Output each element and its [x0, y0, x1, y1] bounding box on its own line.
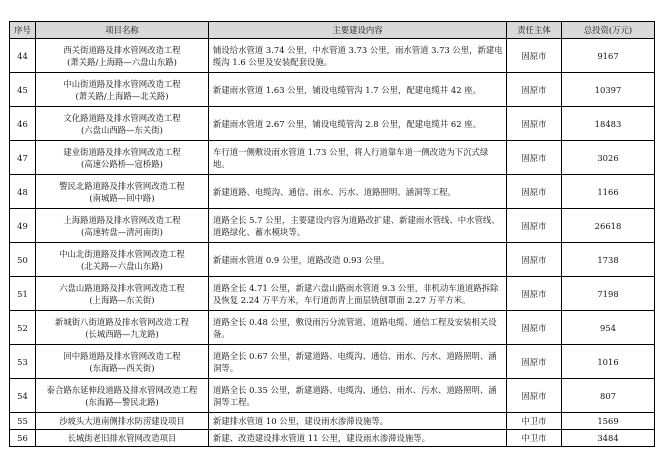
row-seq: 47	[10, 141, 36, 175]
table-row	[10, 209, 655, 243]
row-project-name: 建业街道路及排水管网改造工程 (高速公路桥—寇桥路)	[36, 141, 209, 175]
table-row	[10, 141, 655, 175]
row-investment: 3026	[562, 141, 655, 175]
row-project-name: 中山街道路及排水管网改造工程 (萧关路/上海路—北关路)	[36, 73, 209, 107]
row-responsible: 固原市	[507, 175, 562, 209]
row-project-name: 文化路道路及排水管网改造工程 (六盘山西路—东关街)	[36, 107, 209, 141]
row-responsible: 固原市	[507, 311, 562, 345]
row-project-name: 警民北路道路及排水管网改造工程 (南城路—回中路)	[36, 175, 209, 209]
row-seq: 54	[10, 379, 36, 413]
row-responsible: 固原市	[507, 243, 562, 277]
row-responsible: 固原市	[507, 141, 562, 175]
header-responsible: 责任主体	[507, 22, 562, 39]
row-investment: 1569	[562, 413, 655, 430]
row-seq: 56	[10, 430, 36, 447]
table-row	[10, 175, 655, 209]
row-investment: 954	[562, 311, 655, 345]
row-seq: 46	[10, 107, 36, 141]
row-seq: 53	[10, 345, 36, 379]
row-content: 道路全长 0.48 公里，敷设雨污分流管道、道路电缆、通信工程及安装相关设备。	[209, 311, 507, 345]
row-project-name: 长城街老旧排水管网改造项目	[36, 430, 209, 447]
row-content: 车行道一侧敷设雨水管道 1.73 公里，将人行道靠车道一侧改造为下沉式绿地。	[209, 141, 507, 175]
row-responsible: 中卫市	[507, 430, 562, 447]
row-investment: 1166	[562, 175, 655, 209]
row-project-name: 回中路道路及排水管网改造工程 (东海路—西关街)	[36, 345, 209, 379]
row-content: 新建、改造建设排水管道 11 公里，建设雨水渗滞设施等。	[209, 430, 507, 447]
table-row	[10, 39, 655, 73]
table-header-row	[10, 22, 655, 39]
row-content: 铺设给水管道 3.74 公里，中水管道 3.73 公里，雨水管道 3.73 公里，新建电缆沟 1.6 公里及安装配套设施。	[209, 39, 507, 73]
row-seq: 50	[10, 243, 36, 277]
row-responsible: 固原市	[507, 73, 562, 107]
row-project-name: 泰合路东延伸段道路及排水管网改造工程 (东海路—警民北路)	[36, 379, 209, 413]
row-project-name: 六盘山路道路及排水管网改造工程 (上海路—东关街)	[36, 277, 209, 311]
row-seq: 45	[10, 73, 36, 107]
row-responsible: 固原市	[507, 345, 562, 379]
header-investment: 总投资(万元)	[562, 22, 655, 39]
row-responsible: 中卫市	[507, 413, 562, 430]
table-row	[10, 243, 655, 277]
table-body	[10, 39, 655, 447]
table-row	[10, 379, 655, 413]
row-content: 道路全长 0.67 公里，新建道路、电缆沟、通信、雨水、污水、道路照明、涵洞等。	[209, 345, 507, 379]
row-project-name: 新城街八街道路及排水管网改造工程 (长城西路—九龙路)	[36, 311, 209, 345]
project-table	[9, 21, 655, 447]
table-row	[10, 311, 655, 345]
row-content: 道路全长 0.35 公里，新建道路、电缆沟、通信、雨水、污水、道路照明、涵洞等工程。	[209, 379, 507, 413]
row-responsible: 固原市	[507, 39, 562, 73]
row-content: 道路全长 5.7 公里，主要建设内容为道路改扩建、新建雨水管线、中水管线、道路绿化、蓄水模块等。	[209, 209, 507, 243]
row-seq: 51	[10, 277, 36, 311]
row-investment: 10397	[562, 73, 655, 107]
row-investment: 26618	[562, 209, 655, 243]
row-content: 新建雨水管道 2.67 公里，铺设电缆管沟 2.8 公里，配建电缆井 62 座。	[209, 107, 507, 141]
row-project-name: 西关街道路及排水管网改造工程 (萧关路/上海路—六盘山东路)	[36, 39, 209, 73]
row-investment: 807	[562, 379, 655, 413]
row-investment: 7198	[562, 277, 655, 311]
row-seq: 52	[10, 311, 36, 345]
table-row	[10, 345, 655, 379]
row-seq: 44	[10, 39, 36, 73]
row-investment: 1016	[562, 345, 655, 379]
row-project-name: 沙坡头大道南侧排水防涝建设项目	[36, 413, 209, 430]
row-responsible: 固原市	[507, 277, 562, 311]
row-seq: 55	[10, 413, 36, 430]
row-content: 新建道路、电缆沟、通信、雨水、污水、道路照明、涵洞等工程。	[209, 175, 507, 209]
table-row	[10, 73, 655, 107]
row-responsible: 固原市	[507, 379, 562, 413]
row-seq: 48	[10, 175, 36, 209]
row-project-name: 中山北街道路及排水管网改造工程 (北关路—六盘山东路)	[36, 243, 209, 277]
header-project-name: 项目名称	[36, 22, 209, 39]
row-responsible: 固原市	[507, 107, 562, 141]
row-content: 道路全长 4.71 公里，新建六盘山路雨水管道 9.3 公里，非机动车道道路拆除及恢复 2.24 万平方米，车行道沥青上面层铣刨罩面 2.27 万平方米。	[209, 277, 507, 311]
table-row	[10, 277, 655, 311]
row-investment: 1738	[562, 243, 655, 277]
row-content: 新建排水管道 10 公里，建设雨水渗滞设施等。	[209, 413, 507, 430]
row-investment: 3484	[562, 430, 655, 447]
row-content: 新建雨水管道 0.9 公里，道路改造 0.93 公里。	[209, 243, 507, 277]
row-project-name: 上海路道路及排水管网改造工程 (高速转盘—清河南街)	[36, 209, 209, 243]
row-responsible: 固原市	[507, 209, 562, 243]
header-seq: 序号	[10, 22, 36, 39]
table-row	[10, 413, 655, 430]
row-investment: 18483	[562, 107, 655, 141]
table-row	[10, 107, 655, 141]
header-content: 主要建设内容	[209, 22, 507, 39]
row-content: 新建雨水管道 1.63 公里，铺设电缆管沟 1.7 公里，配建电缆井 42 座。	[209, 73, 507, 107]
row-seq: 49	[10, 209, 36, 243]
row-investment: 9167	[562, 39, 655, 73]
table-row	[10, 430, 655, 447]
